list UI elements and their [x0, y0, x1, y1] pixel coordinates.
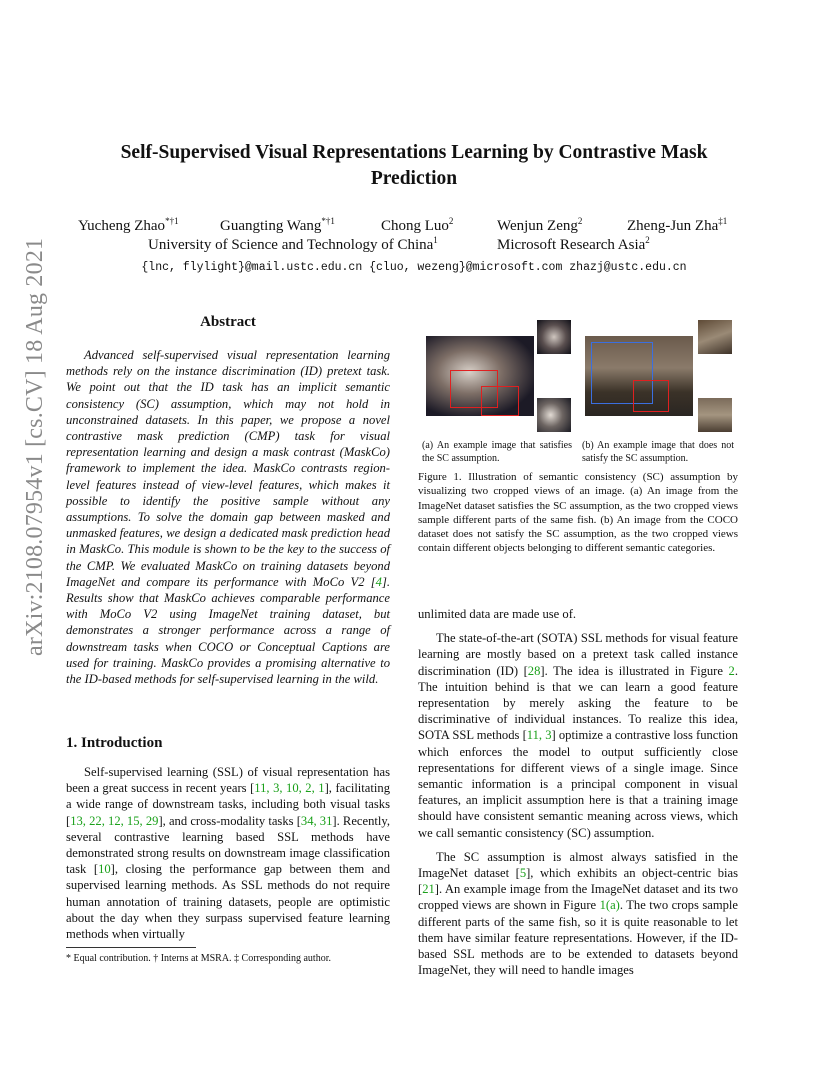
- citation-link[interactable]: 11, 3: [526, 728, 552, 743]
- introduction-body: Self-supervised learning (SSL) of visual representation has been a great success in recent years [11, 3, 10, 2, 1], facilitating a wide range of downstream tasks, including both visual tasks [13, 22, 12, 15, 29], and cross-modality tasks [34, 31]. Recently, several contrastive learning based SSL methods have demonstrated strong results on downstream image classification task [10], closing the performance gap between them and supervised learning methods. As SSL methods do not require human annotation of training datasets, people are optimistic about the day when they surpass supervised feature learning methods when virtually: [66, 765, 391, 942]
- paper-title: Self-Supervised Visual Representations Learning by Contrastive Mask Prediction: [120, 142, 708, 189]
- citation-link[interactable]: 11, 3, 10, 2, 1: [254, 781, 325, 796]
- lionfish-crop-1: [537, 320, 571, 354]
- citation-link[interactable]: 4: [375, 574, 382, 589]
- lionfish-image: [426, 336, 534, 416]
- room-crop-2: [698, 398, 732, 432]
- crop-box: [481, 386, 519, 416]
- citation-link[interactable]: 10: [98, 862, 111, 877]
- affiliation-1: University of Science and Technology of China$^1$: [148, 235, 438, 253]
- citation-link[interactable]: 21: [422, 882, 435, 897]
- citation-link[interactable]: 28: [527, 663, 541, 678]
- affiliation-2: Microsoft Research Asia$^2$: [497, 235, 650, 253]
- arxiv-identifier: arXiv:2108.07954v1 [cs.CV] 18 Aug 2021: [22, 237, 48, 656]
- author-5: Zheng-Jun Zha$^{\ddagger 1}$: [627, 216, 728, 234]
- citation-link[interactable]: 34, 31: [300, 813, 333, 828]
- subfigure-caption-b: (b) An example image that does not satisfy the SC assumption.: [582, 440, 734, 464]
- author-4: Wenjun Zeng$^2$: [497, 216, 583, 234]
- abstract-body: Advanced self-supervised visual representation learning methods rely on the instance discrimination (ID) pretext task. We point out that the ID task has an implicit semantic consistency (SC) assumption, which may not hold in unconstrained datasets. In this paper, we propose a novel contrastive mask prediction (CMP) task for visual representation learning and design a mask contrast (MaskCo) framework to implement the idea. MaskCo contrasts region-level features instead of view-level features, which makes it possible to identify the positive sample without any assumptions. To solve the domain gap between masked and unmasked features, we design a dedicated mask prediction head in MaskCo. This module is shown to be the key to the success of the CMP. We evaluated MaskCo on training datasets beyond ImageNet and compare its performance with MoCo V2 [4]. Results show that MaskCo achieves comparable performance with MoCo V2 using ImageNet training dataset, but demonstrates a stronger performance across a range of downstream tasks when COCO or Conceptual Captions are used for training. MaskCo provides a promising alternative to the ID-based methods for self-supervised learning in the wild.: [66, 348, 390, 687]
- crop-box: [633, 380, 669, 412]
- figure-reference-link[interactable]: 1(a): [599, 898, 620, 913]
- room-image: [585, 336, 693, 416]
- right-column-body: unlimited data are made use of. The state-of-the-art (SOTA) SSL methods for visual feature learning are mostly based on a pretext task called instance discrimination (ID) [28]. The idea is illustrated in Figure 2. The intuition behind is that we can learn a good feature representation by merely asking the feature to be discriminative of individual instances. To realize this idea, SOTA SSL methods [11, 3] optimize a contrastive loss function which enforces the model to output sufficiently close representations for different views of a single image. Since semantic information is a principal component in visual features, an implicit assumption here is that a training image should have consistent semantic meaning across views, which we call semantic consistency (SC) assumption. The SC assumption is almost always satisfied in the ImageNet dataset [5], which exhibits an object-centric bias [21]. An example image from the ImageNet dataset and its two cropped views are shown in Figure 1(a). The two crops sample different parts of the same fish, so it is quite reasonable to let them have similar feature representations. However, if the ID-based SSL methods are to be extended to datasets beyond ImageNet, they will need to handle images: [418, 607, 738, 978]
- section-heading-introduction: 1. Introduction: [66, 735, 163, 751]
- citation-link[interactable]: 5: [519, 866, 527, 881]
- lionfish-crop-2: [537, 398, 571, 432]
- figure-caption: Figure 1. Illustration of semantic consistency (SC) assumption by visualizing two cropped views of an image. (a) An image from the ImageNet dataset satisfies the SC assumption, as the two cropped views sample different parts of the same fish. (b) An image from the COCO dataset does not satisfy the SC assumption, as the two cropped views contain different objects belonging to different semantic categories.: [418, 471, 738, 555]
- room-crop-1: [698, 320, 732, 354]
- figure-reference-link[interactable]: 2: [728, 663, 735, 678]
- author-3: Chong Luo$^2$: [381, 216, 454, 234]
- citation-link[interactable]: 13, 22, 12, 15, 29: [70, 813, 159, 828]
- author-2: Guangting Wang$^{*\dagger 1}$: [220, 216, 335, 234]
- footnote-divider: [66, 947, 196, 948]
- author-emails: {lnc, flylight}@mail.ustc.edu.cn {cluo, wezeng}@microsoft.com zhazj@ustc.edu.cn: [141, 261, 687, 274]
- abstract-heading: Abstract: [200, 314, 256, 330]
- author-1: Yucheng Zhao$^{*\dagger 1}$: [78, 216, 179, 234]
- footnote: * Equal contribution. † Interns at MSRA. ‡ Corresponding author.: [66, 953, 331, 964]
- subfigure-caption-a: (a) An example image that satisfies the SC assumption.: [422, 440, 572, 464]
